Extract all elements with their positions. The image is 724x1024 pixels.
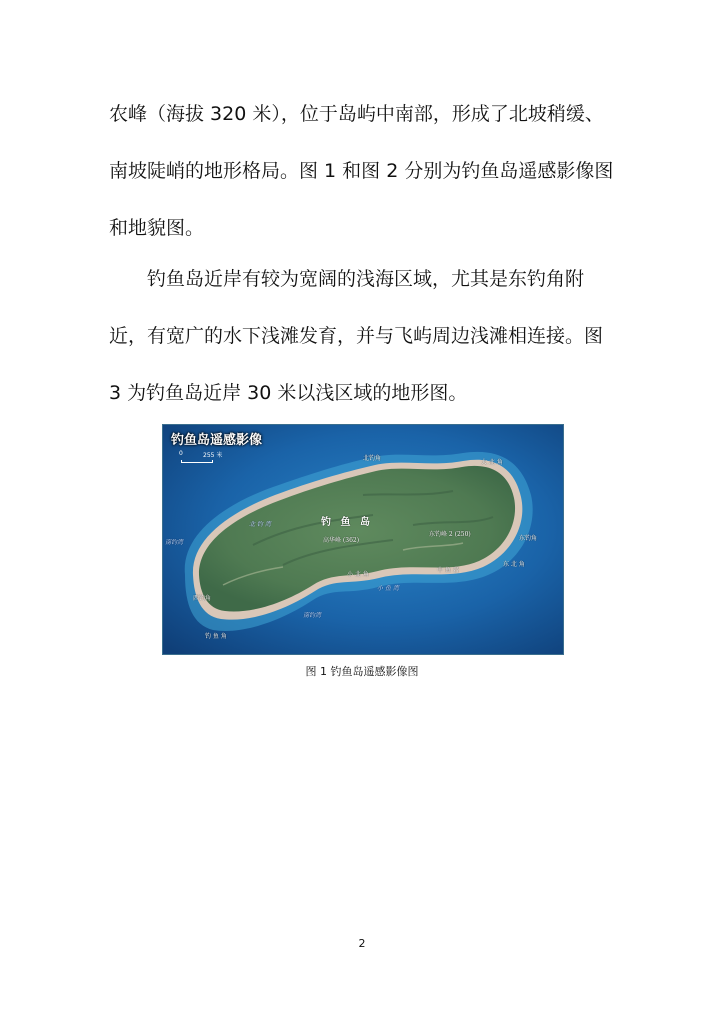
rock-label: 中 鱼 岩 [437,567,459,574]
southwest-cove-label: 南钓湾 [303,612,322,619]
paragraph-1 [109,86,615,257]
figure-caption: 图 1 钓鱼岛遥感影像图 [305,665,419,678]
south-bay-label: 南钓湾 [165,539,184,546]
scale-bar [177,450,223,464]
north-cape-label: 北钓角 [363,455,382,462]
scale-distance: 255 米 [203,452,223,459]
island-label: 钓 鱼 岛 [321,517,373,528]
scale-zero: 0 [179,450,183,457]
west-cape-label: 西钓角 [193,595,212,602]
scale-line [181,460,213,463]
satellite-image-figure [162,424,564,655]
paragraph-2 [109,251,615,422]
north-bay-label: 北 钓 湾 [249,521,271,528]
east-peak-label: 东钓峰 2 (250) [429,531,471,538]
paragraph-line: 南坡陡峭的地形格局。图 1 和图 2 分别为钓鱼岛遥感影像图 [109,160,614,182]
figure-title: 钓鱼岛遥感影像 [171,433,263,448]
east-cape-label: 东钓角 [519,535,538,542]
rock-label: 东 北 角 [503,561,525,568]
paragraph-line: 钓鱼岛近岸有较为宽阔的浅海区域，尤其是东钓角附 [147,268,585,290]
small-bay-label: 小 鱼 湾 [377,585,399,592]
paragraph-line: 近，有宽广的水下浅滩发育，并与飞屿周边浅滩相连接。图 [109,325,604,347]
paragraph-line: 农峰（海拔 320 米），位于岛屿中南部，形成了北坡稍缓、 [109,103,604,125]
rock-label: 钓 鱼 角 [205,633,227,640]
rock-label: 小 北 角 [347,571,369,578]
page-number: 2 [358,937,366,950]
rock-label: 大 北 角 [481,459,503,466]
paragraph-line: 和地貌图。 [109,217,205,239]
peak-label: 高华峰 (362) [323,537,360,544]
paragraph-line: 3 为钓鱼岛近岸 30 米以浅区域的地形图。 [109,382,468,404]
